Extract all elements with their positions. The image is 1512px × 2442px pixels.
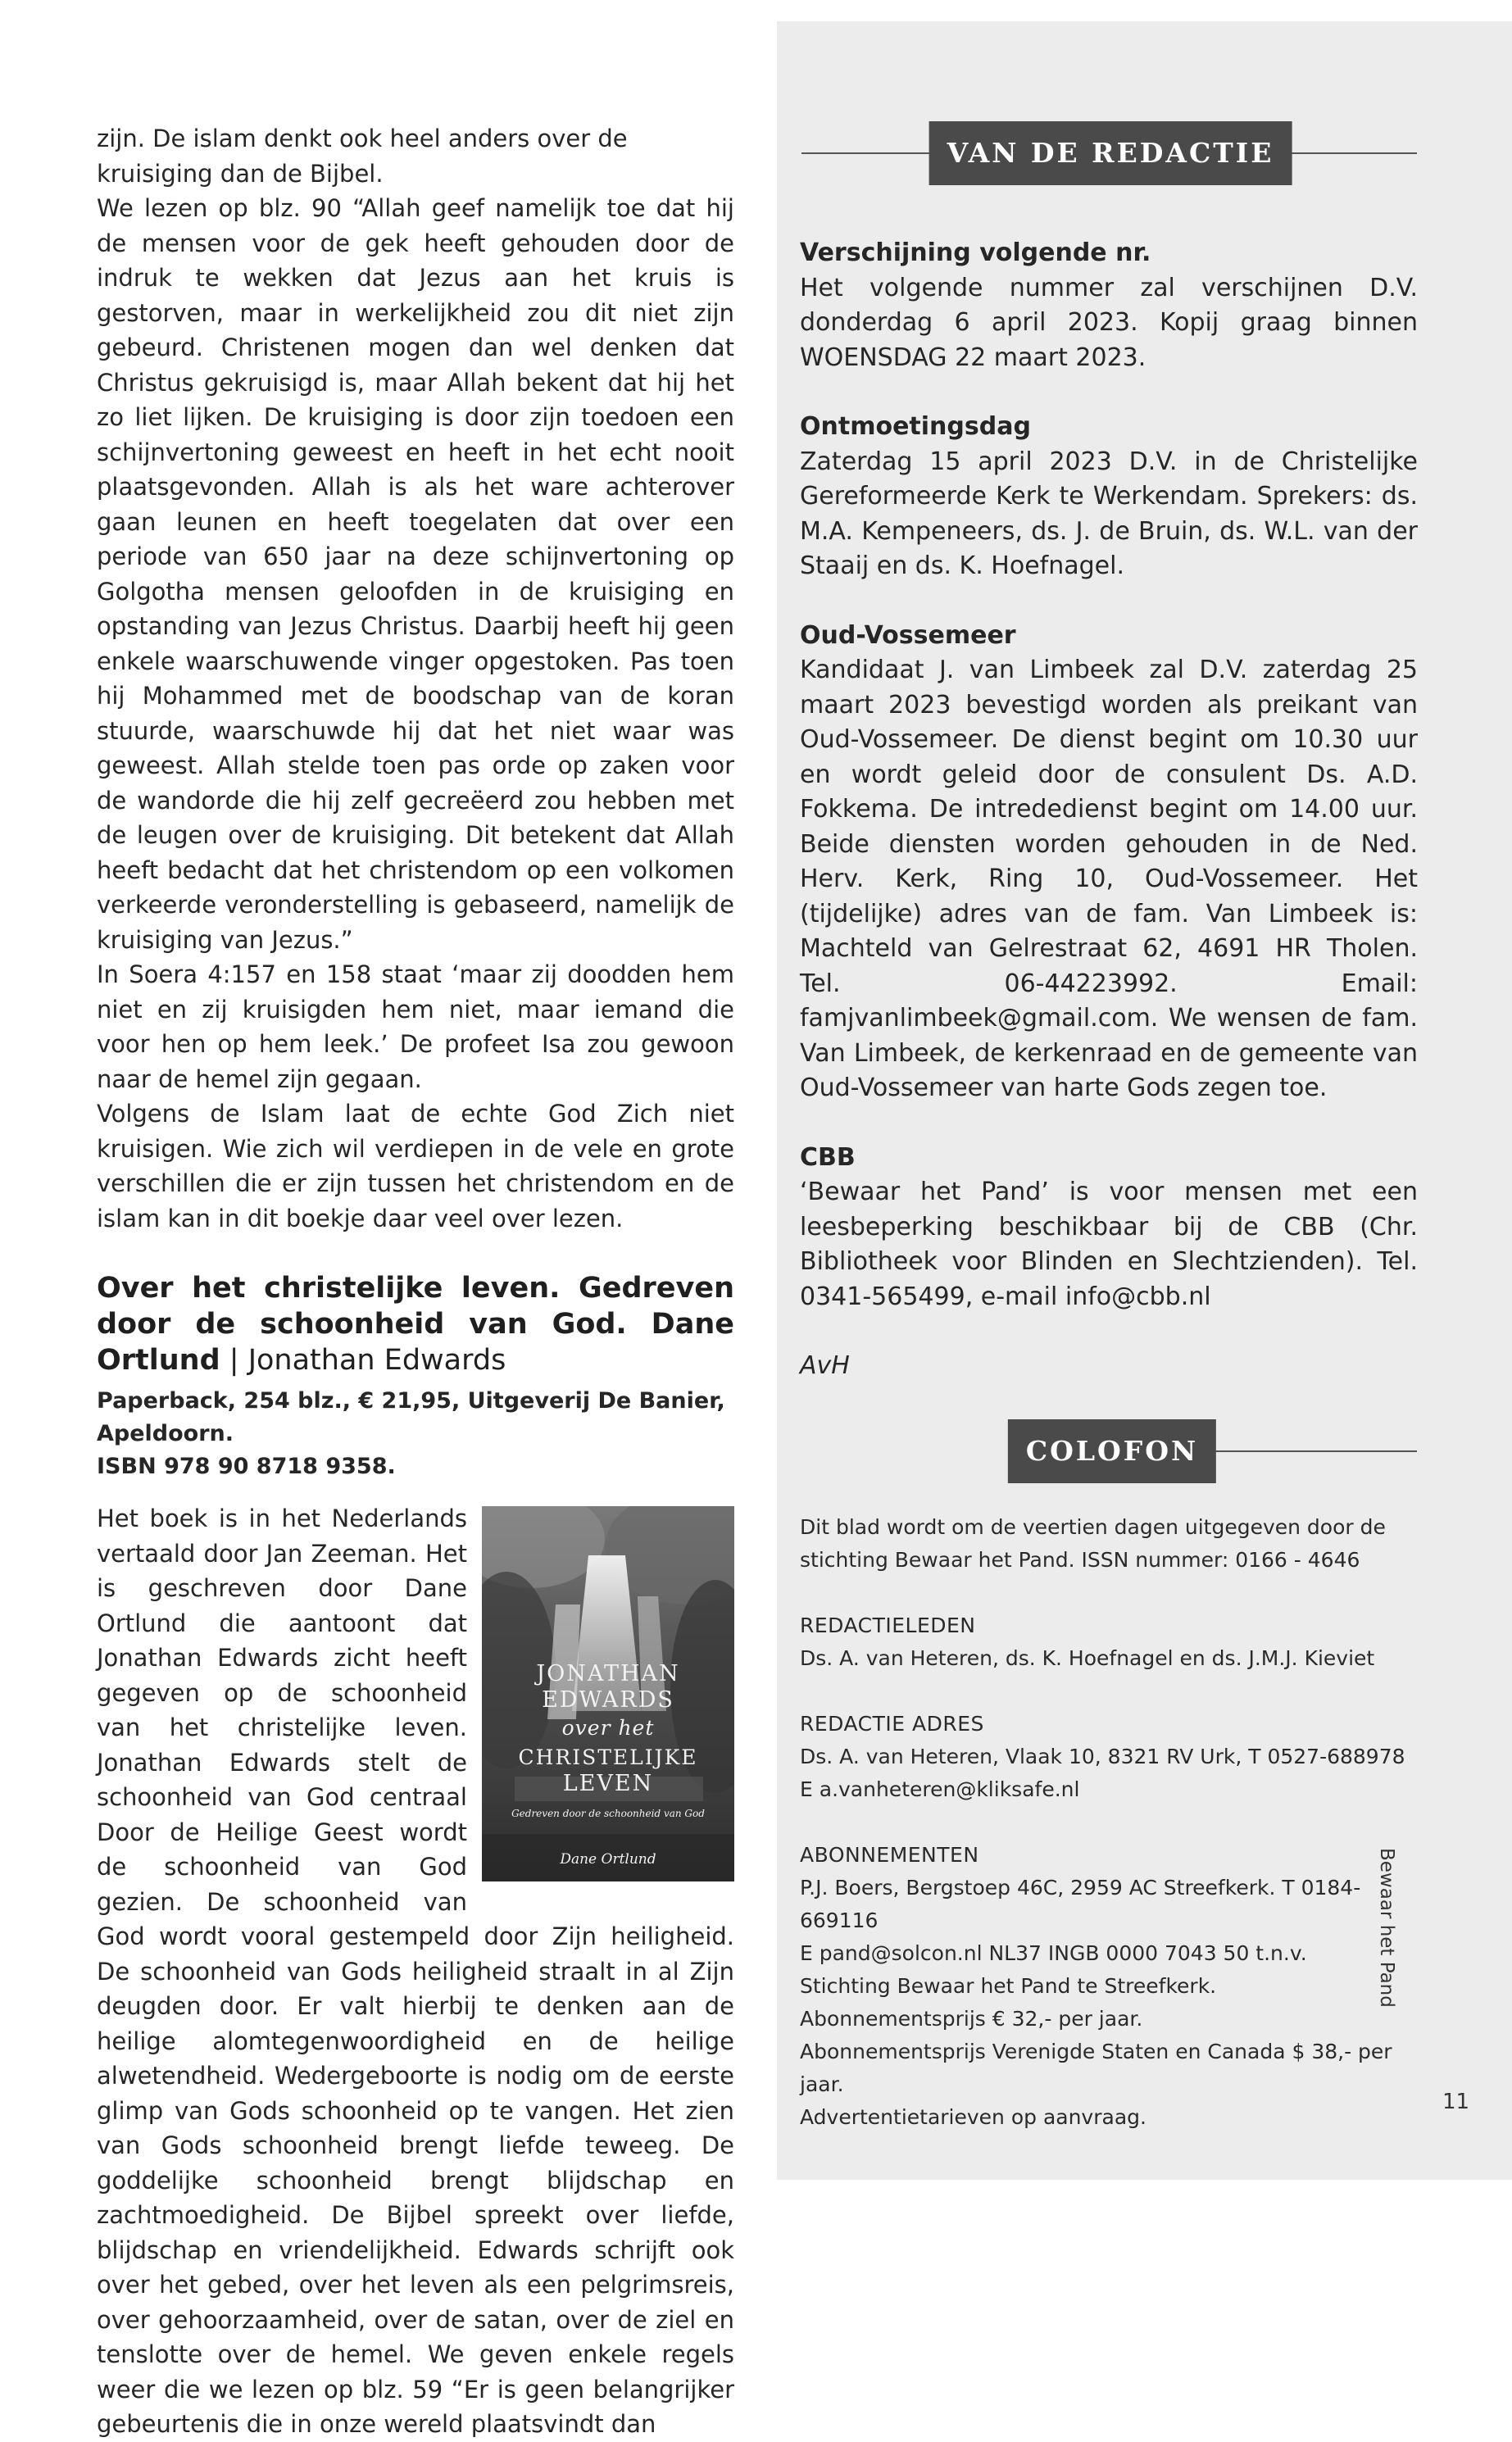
colofon-header [801,1435,1417,1467]
review-meta-line: Paperback, 254 blz., € 21,95, Uitgeverij De Banier, Apeldoorn. [97,1388,725,1446]
review-isbn: ISBN 978 90 8718 9358. [97,1454,396,1479]
review-separator: | [220,1344,248,1377]
review-body: Het boek is in het Nederlands vertaald door Jan Zeeman. Het is geschreven door Dane Ortlund die aantoont dat Jonathan Edwards zicht heeft gegeven op de schoonheid van het christelijke leven. Jonathan Edwards stelt de schoonheid van God centraal Door de Heilige Geest wordt de schoonheid van God gezien. De schoonheid van God wordt vooral gestempeld door Zijn heiligheid. De schoonheid van Gods heiligheid straalt in al Zijn deugden door. Er valt hierbij te denken aan de heilige alomtegenwoordigheid en de heilige alwetendheid. Wedergeboorte is nodig om de eerste glimp van Gods schoonheid op te vangen. Het zien van Gods schoonheid brengt liefde teweeg. De goddelijke schoonheid brengt blijdschap en zachtmoedigheid. De Bijbel spreekt over liefde, blijdschap en vriendelijkheid. Edwards schrijft ook over het gebed, over het leven als een pelgrimsreis, over gehoorzaamheid, over de satan, over de ziel en tenslotte over de hemel. We geven enkele regels weer die we lezen op blz. 59 “Er is geen belangrijker gebeurtenis die in onze wereld plaatsvindt dan [97,1505,734,2438]
review-second-author: Jonathan Edwards [247,1344,506,1377]
cover-title-line: EDWARDS [542,1687,674,1713]
article-column [97,121,734,2442]
colofon-value: Ds. A. van Heteren, ds. K. Hoefnagel en ds. J.M.J. Kieviet [800,1646,1375,1670]
colofon-value: Advertentietarieven op aanvraag. [800,2105,1146,2129]
colofon-value: Abonnementsprijs € 32,- per jaar. [800,2007,1143,2031]
book-cover-image [482,1506,734,1881]
paragraph: We lezen op blz. 90 “Allah geef namelijk toe dat hij de mensen voor de gek heeft gehouden door de indruk te wekken dat Jezus aan het kruis is gestorven, maar in werkelijkheid zou dit niet zijn gebeurd. Christenen mogen dan wel denken dat Christus gekruisigd is, maar Allah bekent dat hij het zo liet lijken. De kruisiging is door zijn toedoen een schijnvertoning geweest en heeft in het echt nooit plaatsgevonden. Allah is als het ware achterover gaan leunen en heeft toegelaten dat over een periode van 650 jaar na deze schijnvertoning op Golgotha mensen geloofden in de kruisiging en opstanding van Jezus Christus. Daarbij heeft hij geen enkele waarschuwende vinger opgestoken. Pas toen hij Mohammed met de boodschap van de koran stuurde, waarschuwde hij dat het niet waar was geweest. Allah stelde toen pas orde op zaken voor de wandorde die hij zelf gecreëerd zou hebben met de leugen over de kruisiging. Dit betekent dat Allah heeft bedacht dat het christendom op een volkomen verkeerde veronderstelling is gebaseerd, namelijk de kruisiging van Jezus.” [97,194,734,954]
colofon-value: Ds. A. van Heteren, Vlaak 10, 8321 RV Urk, T 0527-688978 [800,1745,1405,1768]
cover-title-line: JONATHAN [536,1661,680,1686]
page-number: 11 [1442,2090,1470,2114]
cover-title-line: over het [561,1716,655,1740]
colofon-header-label: COLOFON [1008,1419,1216,1483]
review-title-main: Over het christelijke leven. Gedreven door de schoonheid van God. Dane Ortlund [97,1272,734,1377]
redactie-header [801,137,1417,169]
colofon-content [800,1511,1418,2134]
colofon-value: E pand@solcon.nl NL37 INGB 0000 7043 50 t.n.v. [800,1941,1307,1965]
section-heading: Ontmoetingsdag [800,412,1031,441]
redactie-header-label: VAN DE REDACTIE [929,121,1292,185]
section-heading: Oud-Vossemeer [800,620,1016,650]
paragraph: In Soera 4:157 en 158 staat ‘maar zij doodden hem niet en zij kruisigden hem niet, maar iemand die voor hen op hem leek.’ De profeet Isa zou gewoon naar de hemel zijn gegaan. [97,960,734,1093]
section-heading: Verschijning volgende nr. [800,238,1151,267]
colofon-intro: Dit blad wordt om de veertien dagen uitgegeven door de stichting Bewaar het Pand. ISSN nummer: 0166 - 4646 [800,1515,1386,1572]
colofon-label: REDACTIELEDEN [800,1614,976,1637]
colofon-value: E a.vanheteren@kliksafe.nl [800,1777,1080,1801]
cover-title-line: LEVEN [562,1771,654,1796]
cover-author: Dane Ortlund [560,1851,656,1868]
section-text: Zaterdag 15 april 2023 D.V. in de Christelijke Gereformeerde Kerk te Werkendam. Sprekers: ds. M.A. Kempeneers, ds. J. de Bruin, ds. W.L. van der Staaij en ds. K. Hoefnagel. [800,447,1418,580]
review-title [97,1270,734,1378]
section-text: Het volgende nummer zal verschijnen D.V. donderdag 6 april 2023. Kopij graag binnen WOENSDAG 22 maart 2023. [800,273,1418,372]
section-heading: CBB [800,1142,856,1172]
review-meta [97,1385,734,1483]
cover-title-line: CHRISTELIJKE [518,1745,698,1769]
cover-subtitle: Gedreven door de schoonheid van God [511,1808,705,1819]
paragraph: Volgens de Islam laat de echte God Zich niet kruisigen. Wie zich wil verdiepen in de vele en grote verschillen die er zijn tussen het christendom en de islam kan in dit boekje daar veel over lezen. [97,1100,734,1232]
section-text: Kandidaat J. van Limbeek zal D.V. zaterdag 25 maart 2023 bevestigd worden als preikant van Oud-Vossemeer. De dienst begint om 10.30 uur en wordt geleid door de consulent Ds. A.D. Fokkema. De intrededienst begint om 14.00 uur. Beide diensten worden gehouden in de Ned. Herv. Kerk, Ring 10, Oud-Vossemeer. Het (tijdelijke) adres van de fam. Van Limbeek is: Machteld van Gelrestraat 62, 4691 HR Tholen. Tel. 06-44223992. Email: famjvanlimbeek@gmail.com. We wensen de fam. Van Limbeek, de kerkenraad en de gemeente van Oud-Vossemeer van harte Gods zegen toe. [800,656,1418,1102]
colofon-label: REDACTIE ADRES [800,1712,984,1736]
redactie-content [800,236,1418,1384]
section-text: ‘Bewaar het Pand’ is voor mensen met een leesbeperking beschikbaar bij de CBB (Chr. Bibliotheek voor Blinden en Slechtzienden). Tel. 0341-565499, e-mail info@cbb.nl [800,1178,1418,1311]
colofon-label: ABONNEMENTEN [800,1843,979,1867]
colofon-value: P.J. Boers, Bergstoep 46C, 2959 AC Streefkerk. T 0184-669116 [800,1876,1361,1932]
colofon-value: Abonnementsprijs Verenigde Staten en Canada $ 38,- per jaar. [800,2040,1392,2096]
signature: AvH [800,1351,850,1380]
colofon-value: Stichting Bewaar het Pand te Streefkerk. [800,1974,1217,1998]
running-title: Bewaar het Pand [1376,1848,1397,2008]
paragraph: zijn. De islam denkt ook heel anders over de kruisiging dan de Bijbel. [97,125,628,188]
